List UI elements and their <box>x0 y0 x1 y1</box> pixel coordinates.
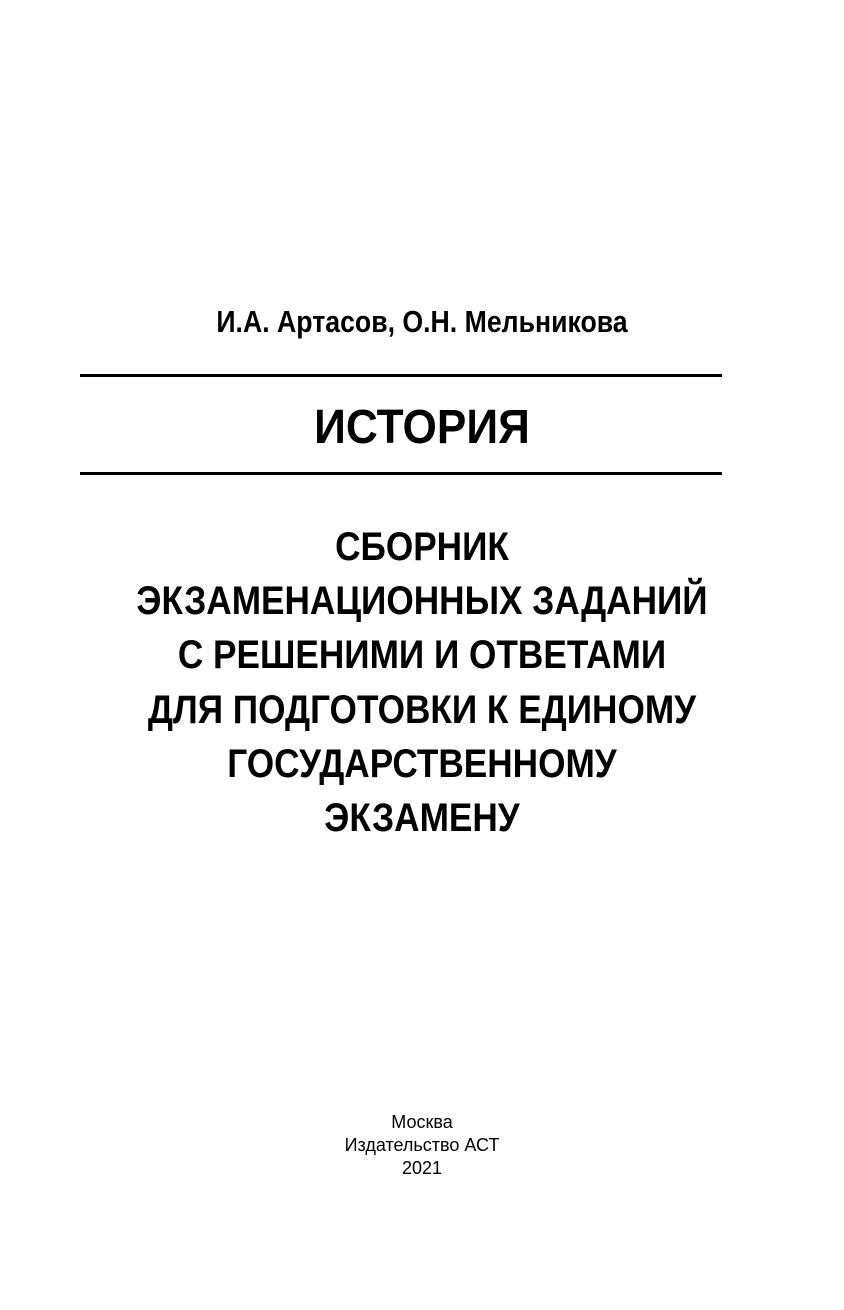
book-title: ИСТОРИЯ <box>314 401 530 454</box>
subtitle-line: ГОСУДАРСТВЕННОМУ <box>227 741 617 786</box>
authors: И.А. Артасов, О.Н. Мельникова <box>216 304 628 339</box>
subtitle-line: ЭКЗАМЕНУ <box>324 796 520 841</box>
imprint-publisher: Издательство АСТ <box>344 1135 500 1155</box>
imprint-year: 2021 <box>401 1158 443 1178</box>
subtitle-line: ЭКЗАМЕНАЦИОННЫХ ЗАДАНИЙ <box>136 579 708 624</box>
book-subtitle <box>0 520 844 845</box>
subtitle-line: С РЕШЕНИМИ И ОТВЕТАМИ <box>177 633 667 678</box>
subtitle-line: ДЛЯ ПОДГОТОВКИ К ЕДИНОМУ <box>147 687 697 732</box>
subtitle-line: СБОРНИК <box>335 525 509 569</box>
imprint <box>0 1111 844 1180</box>
top-rule <box>80 374 722 377</box>
imprint-city: Москва <box>391 1112 453 1132</box>
bottom-rule <box>80 472 722 475</box>
